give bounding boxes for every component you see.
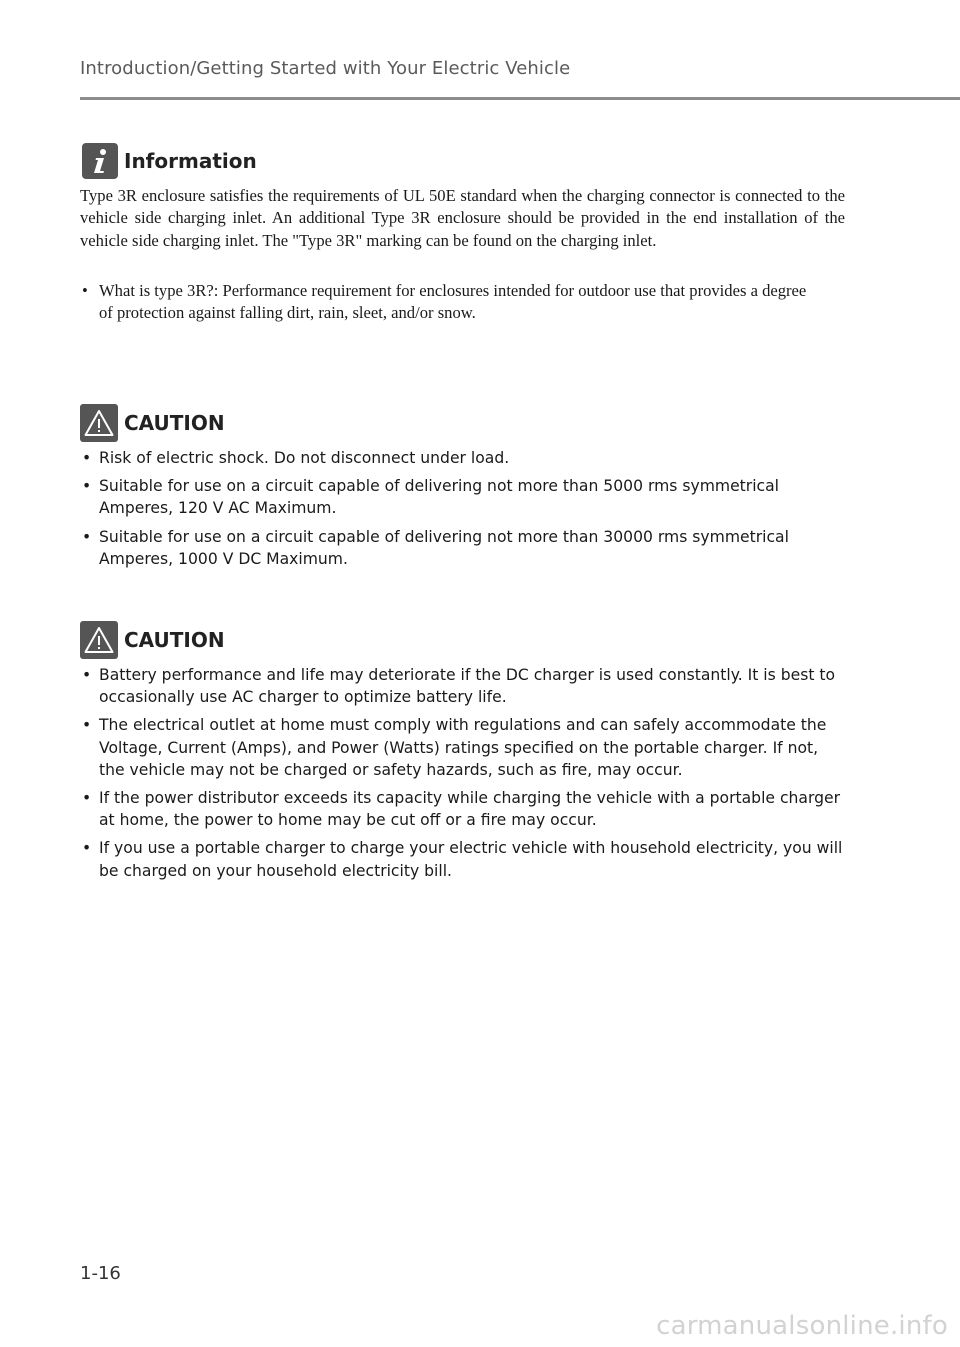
list-item-text: Risk of electric shock. Do not disconnect under load. — [99, 449, 510, 467]
caution-list-2 — [80, 664, 845, 888]
list-item — [80, 475, 845, 519]
information-bullet-list — [80, 280, 820, 325]
info-icon — [82, 143, 118, 179]
list-item — [80, 447, 845, 469]
bullet-glyph: • — [82, 666, 92, 684]
list-item-text: Battery performance and life may deteriorate if the DC charger is used constantly. It is best to occasionally use AC charger to optimize battery life. — [99, 666, 836, 707]
list-item-text: Suitable for use on a circuit capable of delivering not more than 30000 rms symmetrical Amperes, 1000 V DC Maximum. — [99, 527, 789, 568]
information-body — [80, 185, 845, 252]
bullet-glyph: • — [82, 477, 92, 496]
information-title: Information — [124, 149, 257, 173]
header-rule — [80, 97, 960, 100]
bullet-glyph: • — [82, 527, 92, 546]
list-item — [80, 280, 820, 325]
warning-triangle-icon — [80, 621, 118, 659]
list-item — [80, 664, 845, 708]
list-item — [80, 787, 845, 831]
bullet-glyph: • — [82, 789, 92, 808]
caution-list-1 — [80, 447, 845, 576]
caution-heading-2 — [80, 621, 225, 659]
list-item — [80, 837, 845, 881]
list-item-text: If the power distributor exceeds its capacity while charging the vehicle with a portable charger at home, the power to home may be cut off or a fire may occur. — [99, 789, 841, 830]
bullet-glyph: • — [82, 839, 92, 858]
list-item — [80, 714, 845, 781]
list-item-text: The electrical outlet at home must comply with regulations and can safely accommodate the Voltage, Current (Amps), and Power (Watts) ratings specified on the portable charger. If not, the vehicle may not be charged or safety hazards, such as fire, may occur. — [99, 716, 827, 779]
information-paragraph: Type 3R enclosure satisfies the requirements of UL 50E standard when the charging connector is connected to the vehicle side charging inlet. An additional Type 3R enclosure should be provided in the end installation of the vehicle side charging inlet. The "Type 3R" marking can be found on the charging inlet. — [80, 186, 845, 250]
header-title: Introduction/Getting Started with Your Electric Vehicle — [80, 58, 571, 79]
warning-triangle-icon — [80, 404, 118, 442]
information-heading — [82, 141, 257, 181]
bullet-glyph: • — [82, 716, 92, 735]
list-item-text: What is type 3R?: Performance requirement for enclosures intended for outdoor use that provides a degree of protection against falling dirt, rain, sleet, and/or snow. — [99, 281, 807, 323]
caution-title: CAUTION — [124, 628, 225, 652]
caution-heading-1 — [80, 404, 225, 442]
caution-title: CAUTION — [124, 411, 225, 435]
page-number: 1-16 — [80, 1263, 121, 1284]
bullet-glyph: • — [82, 449, 92, 467]
list-item — [80, 526, 845, 570]
list-item-text: Suitable for use on a circuit capable of delivering not more than 5000 rms symmetrical Amperes, 120 V AC Maximum. — [99, 477, 779, 518]
watermark: carmanualsonline.info — [656, 1311, 948, 1341]
list-item-text: If you use a portable charger to charge your electric vehicle with household electricity, you will be charged on your household electricity bill. — [99, 839, 843, 880]
bullet-glyph: • — [82, 281, 88, 300]
